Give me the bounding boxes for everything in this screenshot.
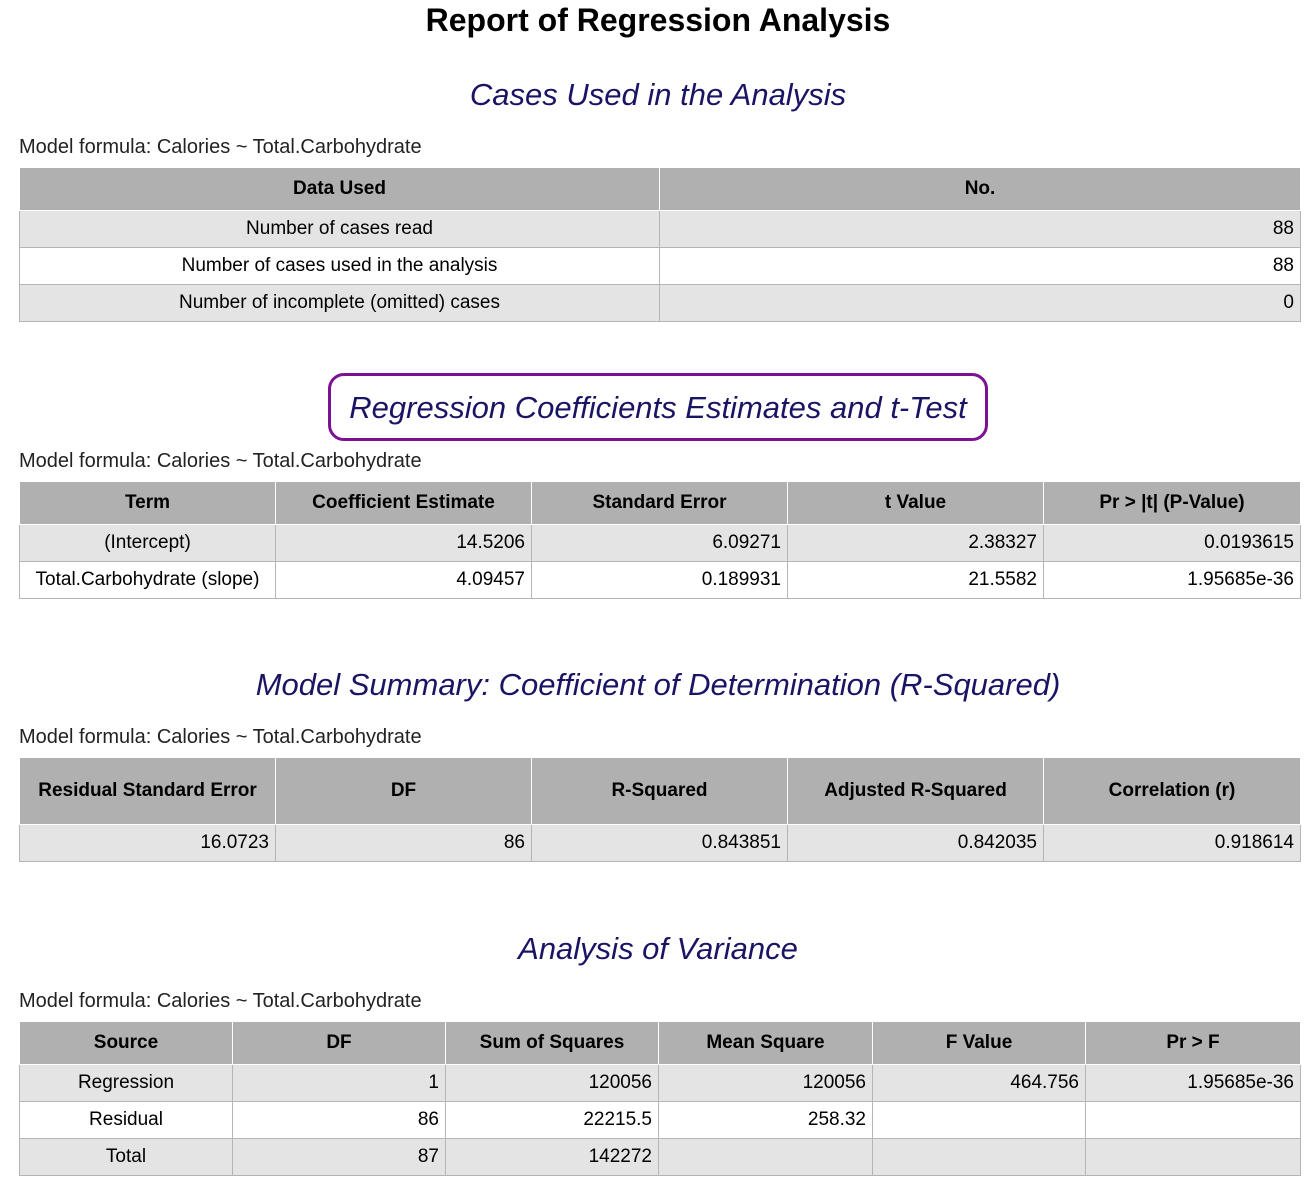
coef-term: Total.Carbohydrate (slope) (20, 562, 276, 599)
cases-row-label: Number of cases used in the analysis (20, 248, 660, 285)
anova-sum-squares: 120056 (446, 1065, 659, 1102)
cases-row-label: Number of cases read (20, 211, 660, 248)
anova-pr-f: 1.95685e-36 (1086, 1065, 1301, 1102)
anova-sum-squares: 142272 (446, 1139, 659, 1176)
table-row (20, 211, 1301, 248)
anova-model-formula: Model formula: Calories ~ Total.Carbohydrate (19, 990, 422, 1012)
coef-header-std-error: Standard Error (532, 482, 788, 525)
cases-header-no: No. (660, 168, 1301, 211)
coefficients-section-title (0, 373, 1316, 441)
anova-source: Total (20, 1139, 233, 1176)
summary-correlation: 0.918614 (1044, 825, 1301, 862)
cases-row-value: 88 (660, 248, 1301, 285)
anova-sum-squares: 22215.5 (446, 1102, 659, 1139)
summary-section-title (0, 667, 1316, 703)
anova-source: Residual (20, 1102, 233, 1139)
cases-model-formula: Model formula: Calories ~ Total.Carbohydrate (19, 136, 422, 158)
table-row (20, 525, 1301, 562)
anova-source: Regression (20, 1065, 233, 1102)
table-row (20, 562, 1301, 599)
table-row (20, 825, 1301, 862)
anova-pr-f (1086, 1139, 1301, 1176)
table-row (20, 1102, 1301, 1139)
cases-row-value: 0 (660, 285, 1301, 322)
summary-df: 86 (276, 825, 532, 862)
anova-f-value (873, 1139, 1086, 1176)
anova-section-title-text: Analysis of Variance (518, 931, 798, 966)
summary-header-rse: Residual Standard Error (20, 758, 276, 825)
table-row (20, 1139, 1301, 1176)
summary-adj-r-squared: 0.842035 (788, 825, 1044, 862)
summary-header-r-squared: R-Squared (532, 758, 788, 825)
anova-table (19, 1021, 1301, 1176)
coefficients-table (19, 481, 1301, 599)
coef-header-term: Term (20, 482, 276, 525)
anova-mean-square: 120056 (659, 1065, 873, 1102)
anova-f-value (873, 1102, 1086, 1139)
coef-p-value: 0.0193615 (1044, 525, 1301, 562)
summary-r-squared: 0.843851 (532, 825, 788, 862)
coef-header-estimate: Coefficient Estimate (276, 482, 532, 525)
cases-section-title-text: Cases Used in the Analysis (469, 77, 847, 112)
anova-header-df: DF (233, 1022, 446, 1065)
summary-model-formula: Model formula: Calories ~ Total.Carbohydrate (19, 726, 422, 748)
anova-header-sum-squares: Sum of Squares (446, 1022, 659, 1065)
table-row (20, 285, 1301, 322)
anova-df: 86 (233, 1102, 446, 1139)
anova-section-title (0, 931, 1316, 967)
anova-header-pr-f: Pr > F (1086, 1022, 1301, 1065)
coef-t-value: 2.38327 (788, 525, 1044, 562)
anova-pr-f (1086, 1102, 1301, 1139)
cases-section-title (0, 77, 1316, 113)
cases-row-value: 88 (660, 211, 1301, 248)
cases-header-data-used: Data Used (20, 168, 660, 211)
report-title: Report of Regression Analysis (425, 2, 891, 38)
summary-header-correlation: Correlation (r) (1044, 758, 1301, 825)
summary-rse: 16.0723 (20, 825, 276, 862)
summary-header-df: DF (276, 758, 532, 825)
anova-mean-square: 258.32 (659, 1102, 873, 1139)
coef-header-t-value: t Value (788, 482, 1044, 525)
coef-term: (Intercept) (20, 525, 276, 562)
coefficients-model-formula: Model formula: Calories ~ Total.Carbohydrate (19, 450, 422, 472)
coef-std-error: 0.189931 (532, 562, 788, 599)
anova-f-value: 464.756 (873, 1065, 1086, 1102)
summary-header-adj-r-squared: Adjusted R-Squared (788, 758, 1044, 825)
anova-mean-square (659, 1139, 873, 1176)
coefficients-section-title-text: Regression Coefficients Estimates and t-Test (328, 373, 987, 441)
anova-header-f-value: F Value (873, 1022, 1086, 1065)
anova-header-mean-square: Mean Square (659, 1022, 873, 1065)
table-row (20, 248, 1301, 285)
table-row (20, 1065, 1301, 1102)
anova-header-source: Source (20, 1022, 233, 1065)
coef-header-p-value: Pr > |t| (P-Value) (1044, 482, 1301, 525)
coef-p-value: 1.95685e-36 (1044, 562, 1301, 599)
coef-estimate: 4.09457 (276, 562, 532, 599)
anova-df: 1 (233, 1065, 446, 1102)
summary-section-title-text: Model Summary: Coefficient of Determination (R-Squared) (255, 667, 1061, 702)
coef-estimate: 14.5206 (276, 525, 532, 562)
coef-t-value: 21.5582 (788, 562, 1044, 599)
coef-std-error: 6.09271 (532, 525, 788, 562)
summary-table (19, 757, 1301, 862)
anova-df: 87 (233, 1139, 446, 1176)
cases-row-label: Number of incomplete (omitted) cases (20, 285, 660, 322)
cases-table (19, 167, 1301, 322)
